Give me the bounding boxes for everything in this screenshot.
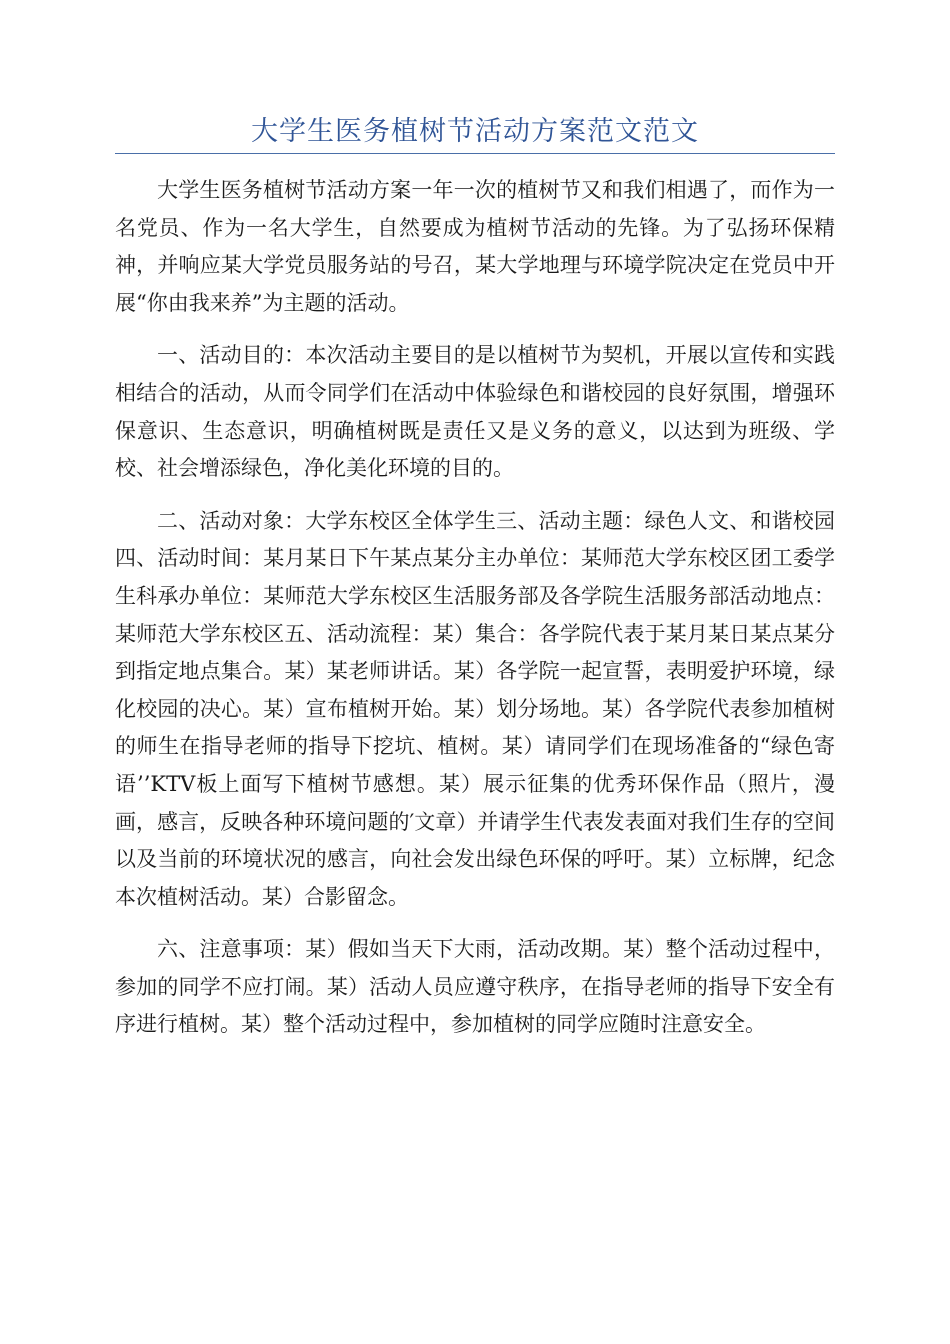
paragraph-notes: 六、注意事项：某）假如当天下大雨，活动改期。某）整个活动过程中，参加的同学不应打闹。某）活动人员应遵守秩序，在指导老师的指导下安全有序进行植树。某）整个活动过程中，参加植树的同学应随时注意安全。 — [115, 937, 835, 1037]
page-title: 大学生医务植树节活动方案范文范文 — [251, 116, 699, 147]
title-underline — [115, 153, 835, 154]
paragraph-intro: 大学生医务植树节活动方案一年一次的植树节又和我们相遇了，而作为一名党员、作为一名大学生，自然要成为植树节活动的先锋。为了弘扬环保精神，并响应某大学党员服务站的号召，某大学地理与环境学院决定在党员中开展“你由我来养”为主题的活动。 — [115, 178, 835, 315]
document-body — [115, 172, 835, 1059]
paragraph-details: 二、活动对象：大学东校区全体学生三、活动主题：绿色人文、和谐校园四、活动时间：某月某日下午某点某分主办单位：某师范大学东校区团工委学生科承办单位：某师范大学东校区生活服务部及各学院生活服务部活动地点：某师范大学东校区五、活动流程：某）集合：各学院代表于某月某日某点某分到指定地点集合。某）某老师讲话。某）各学院一起宣誓，表明爱护环境，绿化校园的决心。某）宣布植树开始。某）划分场地。某）各学院代表参加植树的师生在指导老师的指导下挖坑、植树。某）请同学们在现场准备的“绿色寄语’’KTV板上面写下植树节感想。某）展示征集的优秀环保作品（照片，漫画，感言，反映各种环境问题的′文章）并请学生代表发表面对我们生存的空间以及当前的环境状况的感言，向社会发出绿色环保的呼吁。某）立标牌，纪念本次植树活动。某）合影留念。 — [115, 508, 835, 909]
paragraph-purpose: 一、活动目的：本次活动主要目的是以植树节为契机，开展以宣传和实践相结合的活动，从而令同学们在活动中体验绿色和谐校园的良好氛围，增强环保意识、生态意识，明确植树既是责任又是义务的意义，以达到为班级、学校、社会增添绿色，净化美化环境的目的。 — [115, 343, 835, 481]
